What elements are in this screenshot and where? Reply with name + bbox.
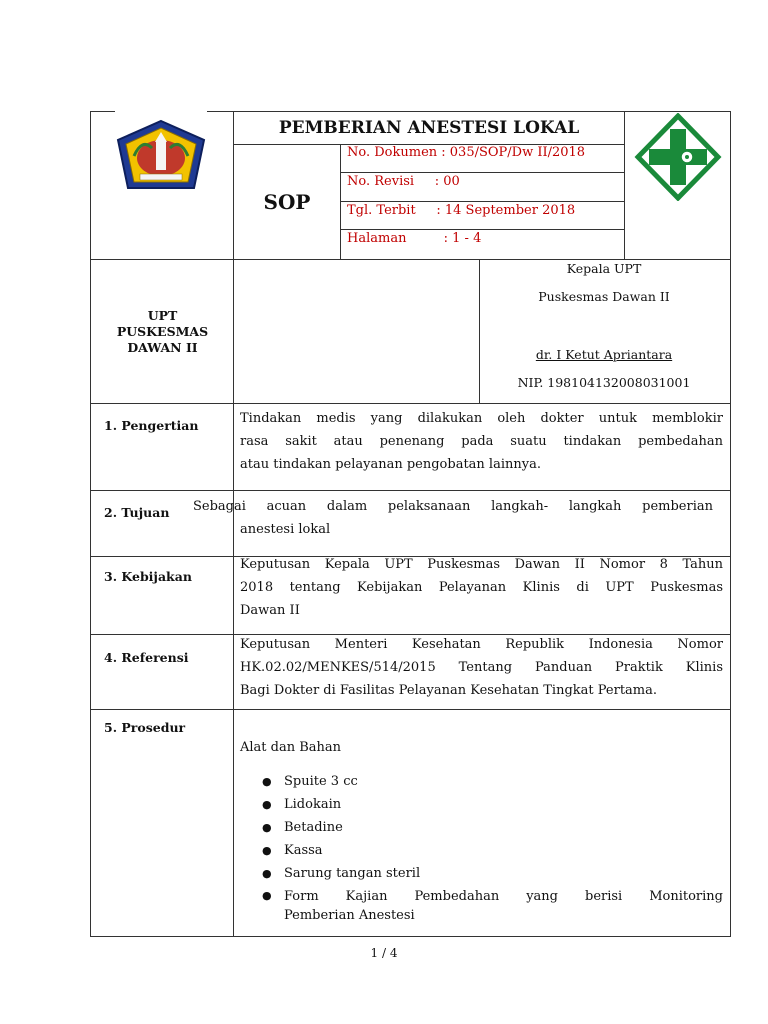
text-line: 2018 tentang Kebijakan Pelayanan Klinis di UPT Puskesmas	[240, 580, 723, 595]
revision-number: No. Revisi : 00	[347, 174, 460, 189]
text-line: atau tindakan pelayanan pengobatan lainnya.	[240, 457, 541, 472]
signatory-unit: Puskesmas Dawan II	[538, 289, 670, 304]
section-label-kebijakan: 3. Kebijakan	[104, 569, 192, 584]
section-label-tujuan: 2. Tujuan	[104, 505, 170, 520]
doc-number: No. Dokumen : 035/SOP/Dw II/2018	[347, 145, 586, 160]
issue-date: Tgl. Terbit : 14 September 2018	[347, 203, 576, 218]
bullet-icon: ●	[262, 844, 272, 857]
bullet-icon: ●	[262, 775, 272, 788]
section-text-referensi	[240, 633, 723, 702]
text-line: Bagi Dokter di Fasilitas Pelayanan Kesehatan Tingkat Pertama.	[240, 683, 658, 698]
institution-name	[92, 262, 233, 402]
bullet-icon: ●	[262, 867, 272, 880]
signatory-name: dr. I Ketut Apriantara	[535, 347, 673, 362]
text-line: Sebagai acuan dalam pelaksanaan langkah- langkah pemberian	[193, 499, 713, 514]
text-line: rasa sakit atau penenang pada suatu tindakan pembedahan	[240, 434, 723, 449]
institution-line: DAWAN II	[127, 340, 198, 355]
page-indicator: 1 / 4	[370, 946, 398, 960]
puskesmas-logo	[632, 113, 724, 201]
bullet-icon: ●	[262, 889, 272, 902]
list-item: ● Spuite 3 cc	[262, 774, 358, 789]
list-item	[262, 889, 723, 923]
section-text-tujuan	[193, 495, 713, 541]
list-item-text: Pemberian Anestesi	[284, 908, 415, 923]
text-line: Dawan II	[240, 603, 300, 618]
bullet-icon: ●	[262, 821, 272, 834]
prosedur-subheading: Alat dan Bahan	[240, 740, 342, 755]
list-item: ● Kassa	[262, 843, 323, 858]
section-text-kebijakan	[240, 553, 723, 622]
sop-label: SOP	[263, 190, 311, 214]
institution-line: UPT	[147, 308, 178, 323]
section-text-pengertian	[240, 407, 723, 476]
section-label-prosedur: 5. Prosedur	[104, 720, 186, 735]
list-item: ● Betadine	[262, 820, 343, 835]
document-title: PEMBERIAN ANESTESI LOKAL	[278, 118, 580, 138]
text-line: HK.02.02/MENKES/514/2015 Tentang Panduan Praktik Klinis	[240, 660, 723, 675]
text-line: anestesi lokal	[240, 522, 331, 537]
text-line: Tindakan medis yang dilakukan oleh dokter untuk memblokir	[240, 411, 723, 426]
text-line: Keputusan Kepala UPT Puskesmas Dawan II Nomor 8 Tahun	[240, 557, 723, 572]
bullet-icon: ●	[262, 798, 272, 811]
list-item: ● Lidokain	[262, 797, 342, 812]
signatory-nip: NIP. 198104132008031001	[517, 375, 691, 390]
institution-line: PUSKESMAS	[116, 324, 209, 339]
page-range: Halaman : 1 - 4	[347, 231, 482, 246]
list-item: ● Sarung tangan steril	[262, 866, 421, 881]
section-label-referensi: 4. Referensi	[104, 650, 189, 665]
section-label-pengertian: 1. Pengertian	[104, 418, 199, 433]
list-item-text: Form Kajian Pembedahan yang berisi Monitoring	[284, 889, 723, 904]
text-line: Keputusan Menteri Kesehatan Republik Indonesia Nomor	[240, 637, 723, 652]
signatory-role: Kepala UPT	[566, 261, 642, 276]
regional-emblem-logo	[112, 118, 210, 196]
